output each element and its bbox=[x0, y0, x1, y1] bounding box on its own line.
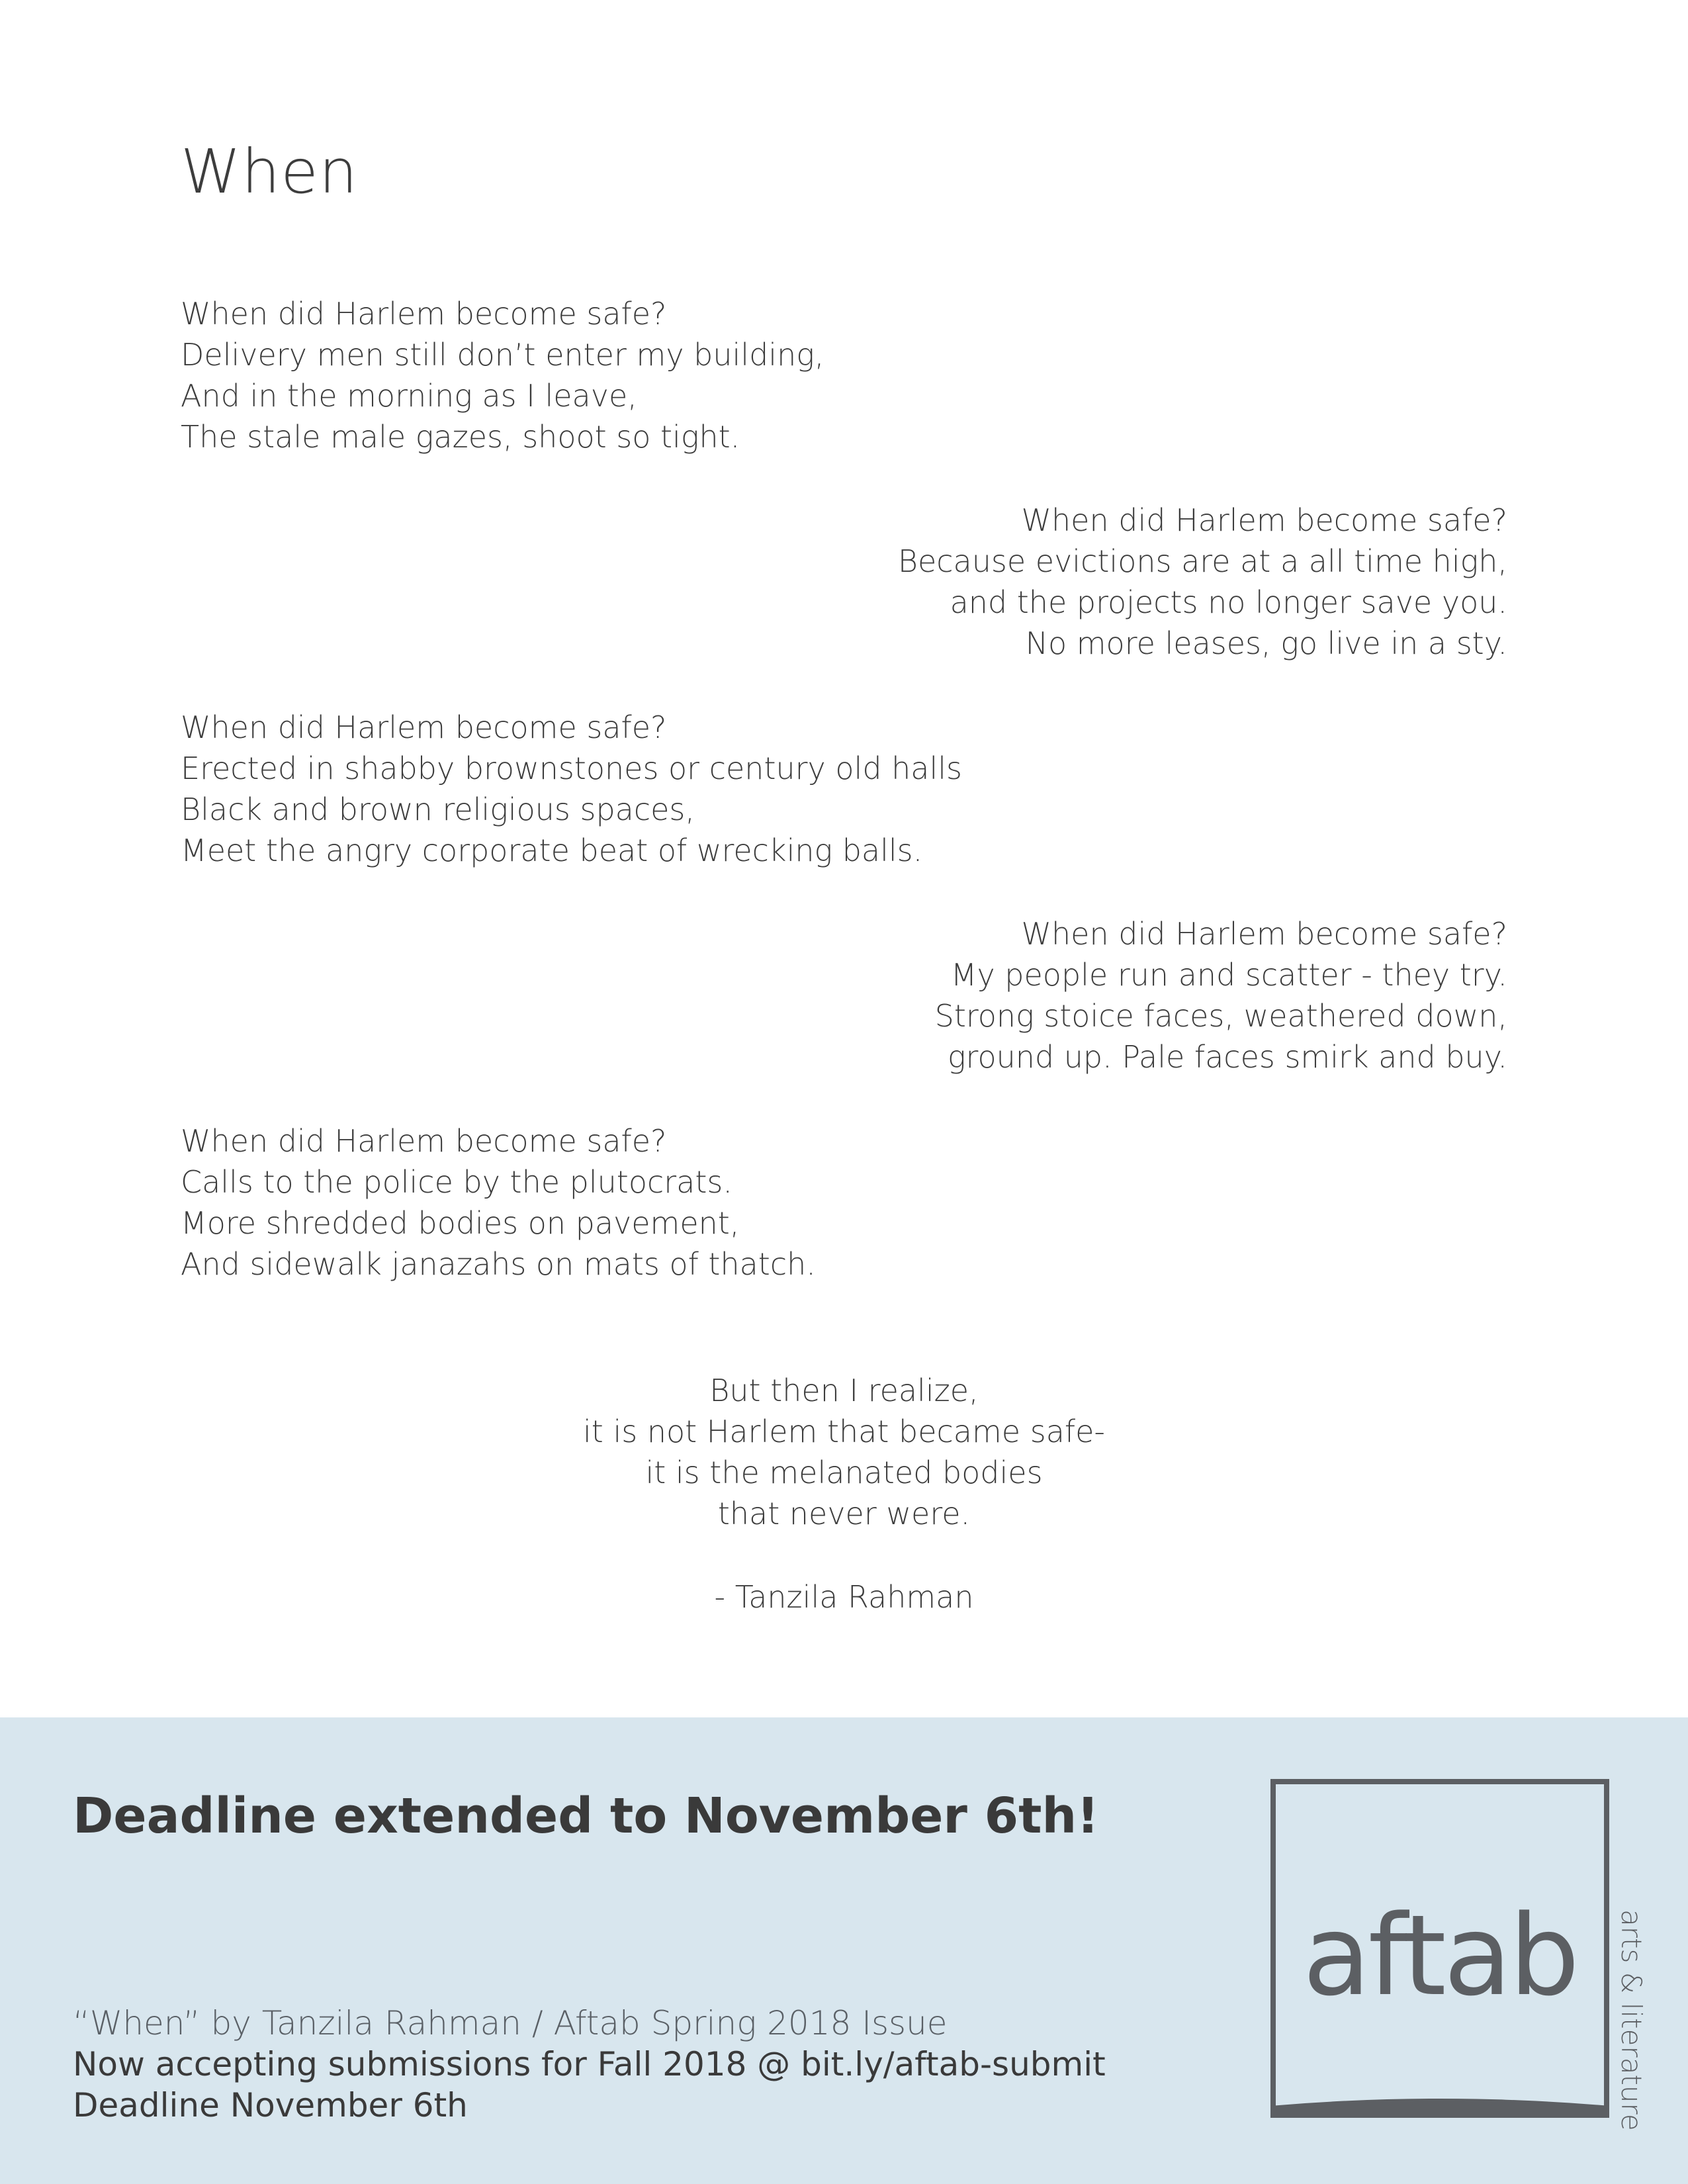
poem-line: When did Harlem become safe? bbox=[181, 296, 667, 332]
poem-line: And sidewalk janazahs on mats of thatch. bbox=[181, 1246, 816, 1282]
poem-line: And in the morning as I leave, bbox=[181, 378, 637, 414]
poem-line: But then I realize, bbox=[709, 1373, 979, 1408]
deadline-headline: Deadline extended to November 6th! bbox=[73, 1788, 1099, 1844]
stanza-3 bbox=[181, 707, 962, 871]
poem-line: Erected in shabby brownstones or century old halls bbox=[181, 751, 963, 786]
stanza-2 bbox=[898, 500, 1507, 664]
stanza-5 bbox=[181, 1120, 816, 1285]
poem-line: Meet the angry corporate beat of wrecking balls. bbox=[181, 833, 923, 868]
poem-line: Because evictions are at a all time high, bbox=[897, 543, 1507, 579]
poem-line: Strong stoice faces, weathered down, bbox=[934, 998, 1507, 1034]
submissions-line: Now accepting submissions for Fall 2018 @ bit.ly/aftab-submit bbox=[73, 2045, 1106, 2083]
footer-credits bbox=[73, 2003, 1106, 2126]
poem-line: My people run and scatter - they try. bbox=[950, 957, 1507, 993]
poem-line: ground up. Pale faces smirk and buy. bbox=[947, 1039, 1507, 1075]
poem-line: The stale male gazes, shoot so tight. bbox=[181, 419, 740, 455]
poem-line: and the projects no longer save you. bbox=[950, 584, 1507, 620]
aftab-logo bbox=[1270, 1779, 1609, 2118]
stanza-closing bbox=[0, 1370, 1688, 1534]
logo-tagline: arts & literature bbox=[1615, 1909, 1648, 2131]
poem-line: Black and brown religious spaces, bbox=[181, 792, 695, 827]
stanza-4 bbox=[935, 913, 1507, 1077]
poem-line: When did Harlem become safe? bbox=[181, 709, 667, 745]
logo-wordmark: aftab bbox=[1302, 1891, 1577, 2021]
poem-title: When bbox=[181, 136, 359, 207]
poem-line: it is the melanated bodies bbox=[645, 1455, 1043, 1490]
poem-line: No more leases, go live in a sty. bbox=[1025, 625, 1507, 661]
stanza-1 bbox=[181, 293, 824, 457]
poem-line: More shredded bodies on pavement, bbox=[181, 1205, 740, 1241]
logo-base-curve bbox=[1270, 2091, 1609, 2118]
poem-line: that never were. bbox=[717, 1496, 971, 1531]
deadline-line: Deadline November 6th bbox=[73, 2086, 468, 2124]
poem-line: Calls to the police by the plutocrats. bbox=[181, 1164, 733, 1200]
credit-line: “When” by Tanzila Rahman / Aftab Spring 2018 Issue bbox=[73, 2004, 948, 2042]
poem-line: Delivery men still don’t enter my building, bbox=[181, 337, 824, 373]
poem-line: When did Harlem become safe? bbox=[1021, 502, 1507, 538]
poem-line: When did Harlem become safe? bbox=[1021, 916, 1507, 952]
poem-signature: - Tanzila Rahman bbox=[714, 1579, 974, 1615]
poem-line: When did Harlem become safe? bbox=[181, 1123, 667, 1159]
poem-line: it is not Harlem that became safe- bbox=[583, 1414, 1105, 1449]
